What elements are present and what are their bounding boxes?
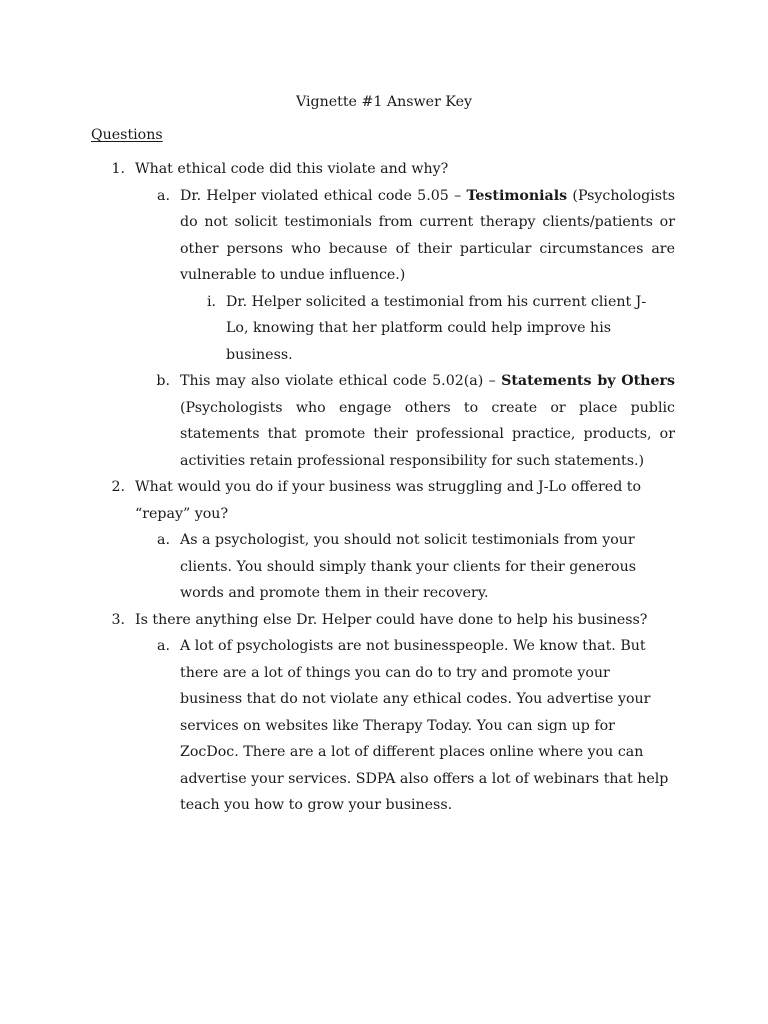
answer-marker: b. (156, 373, 170, 389)
answer-marker: a. (157, 638, 170, 654)
answer-item (0, 527, 768, 607)
answer-item (0, 368, 768, 474)
question-item (0, 156, 768, 183)
subpoint-text: Dr. Helper solicited a testimonial from his current client J-Lo, knowing that her platform could help improve his business. (226, 293, 647, 363)
document-title: Vignette #1 Answer Key (295, 94, 472, 110)
code-name: Testimonials (466, 187, 568, 204)
answer-item (0, 633, 768, 819)
question-item (0, 607, 768, 634)
questions-list (0, 156, 768, 819)
question-text: What ethical code did this violate and why? (135, 161, 449, 177)
answer-marker: a. (157, 187, 170, 204)
answer-text: A lot of psychologists are not businesspeople. We know that. But there are a lot of things you can do to try and promote your business that do not violate any ethical codes. You advertise your services on websites like Therapy Today. You can sign up for ZocDoc. There are a lot of different places online where you can advertise your services. SDPA also offers a lot of webinars that help teach you how to grow your business. (180, 638, 669, 813)
answer-lead: This may also violate ethical code 5.02(a) – (180, 373, 502, 389)
answer-text (180, 183, 675, 289)
question-text: What would you do if your business was struggling and J-Lo offered to “repay” you? (135, 479, 642, 522)
question-text: Is there anything else Dr. Helper could have done to help his business? (135, 611, 648, 628)
answer-marker: a. (157, 532, 170, 548)
code-description: (Psychologists who engage others to create or place public statements that promote their professional practice, products, or activities retain professional responsibility for such statements.) (180, 399, 675, 469)
answer-lead: Dr. Helper violated ethical code 5.05 – (180, 187, 467, 204)
section-heading: Questions (91, 127, 163, 143)
question-number: 1. (111, 161, 125, 177)
question-number: 3. (111, 611, 125, 628)
subpoint-marker: i. (206, 293, 216, 310)
subpoint-item (0, 289, 768, 369)
question-item (0, 474, 768, 527)
code-name: Statements by Others (501, 373, 675, 389)
answer-item (0, 183, 768, 289)
answer-text: As a psychologist, you should not solicit testimonials from your clients. You should simply thank your clients for their generous words and promote them in their recovery. (180, 532, 636, 601)
answer-text (180, 368, 675, 474)
question-number: 2. (111, 479, 125, 495)
code-description: (Psychologists do not solicit testimonials from current therapy clients/patients or other persons who because of their particular circumstances are vulnerable to undue influence.) (180, 187, 675, 283)
